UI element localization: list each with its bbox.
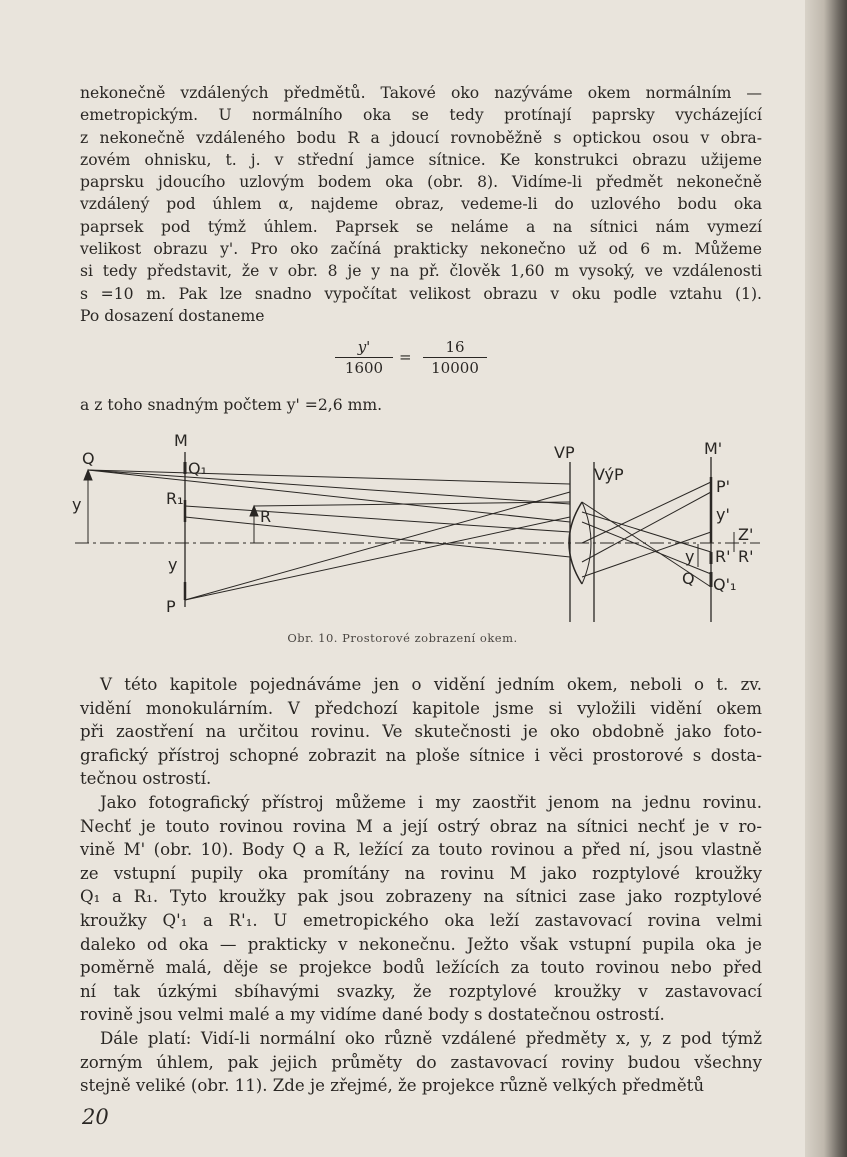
text-line: zovém ohnisku, t. j. v střední jamce sítnice. Ke konstrukci obrazu užijeme xyxy=(80,150,762,169)
body-text xyxy=(80,673,762,1098)
page-number: 20 xyxy=(82,1105,109,1129)
text-line: vině M' (obr. 10). Body Q a R, ležící za touto rovinou a před ní, jsou vlastně xyxy=(80,840,762,860)
text-line: paprsek pod týmž úhlem. Paprsek se neláme a na sítnici nám vymezí xyxy=(80,217,762,236)
equation xyxy=(335,338,495,382)
label-y-small: y xyxy=(685,547,695,566)
right-denominator: 10000 xyxy=(431,359,479,377)
ray xyxy=(185,506,570,532)
text-line: ze vstupní pupily oka promítány na rovinu M jako rozptylové kroužky xyxy=(80,863,762,883)
text-line: Dále platí: Vidí-li normální oko různě vzdálené předměty x, y, z pod týmž xyxy=(100,1028,762,1048)
label-q1-prime: Q'₁ xyxy=(713,575,737,594)
text-line: poměrně malá, děje se projekce bodů ležících za touto rovinou nebo před xyxy=(80,958,762,978)
label-p: P xyxy=(166,597,176,616)
label-r-prime: R' xyxy=(715,547,731,566)
ray xyxy=(185,517,570,557)
text-line: Nechť je touto rovinou rovina M a její ostrý obraz na sítnici nechť je v ro- xyxy=(80,816,762,836)
text-line: si tedy představit, že v obr. 8 je y na př. člověk 1,60 m vysoký, ve vzdálenosti xyxy=(80,262,762,281)
label-r: R xyxy=(260,507,272,526)
object-arrow xyxy=(84,470,92,480)
text-line: Jako fotografický přístroj můžeme i my zaostřit jenom na jednu rovinu. xyxy=(100,792,762,812)
page-binding-edge xyxy=(805,0,847,1157)
text-line: při zaostření na určitou rovinu. Ve skutečnosti je oko obdobně jako foto- xyxy=(80,722,762,742)
ray xyxy=(88,470,570,504)
right-numerator: 16 xyxy=(423,338,487,358)
text-line: vzdálený pod úhlem α, najdeme obraz, vedeme-li do uzlového bodu oka xyxy=(80,195,762,214)
text-line: ní tak úzkými sbíhavými svazky, že rozptylové kroužky v zastavovací xyxy=(80,981,762,1001)
label-q1: Q₁ xyxy=(188,459,208,478)
text-line: emetropickým. U normálního oka se tedy protínají paprsky vycházející xyxy=(80,106,762,125)
ray xyxy=(582,512,711,552)
ray xyxy=(185,517,570,600)
text-line: z nekonečně vzdáleného bodu R a jdoucí rovnoběžně s optickou osou v obra- xyxy=(80,128,762,147)
ray xyxy=(582,482,711,543)
text-line: tečnou ostrostí. xyxy=(80,769,212,789)
text-line: velikost obrazu y'. Pro oko začíná prakticky nekonečno už od 6 m. Můžeme xyxy=(80,240,762,259)
label-r-prime-right: R' xyxy=(738,547,754,566)
label-vp: VP xyxy=(554,443,575,462)
text-line: Q₁ a R₁. Tyto kroužky pak jsou zobrazeny na sítnici zase jako rozptylové xyxy=(80,887,762,907)
text-line: stejně veliké (obr. 11). Zde je zřejmé, že projekce různě velkých předmětů xyxy=(80,1076,705,1096)
top-paragraph xyxy=(80,82,762,327)
label-z-prime: Z' xyxy=(738,525,754,544)
label-vyp: VýP xyxy=(594,465,624,484)
ray xyxy=(88,470,570,484)
text-line: rovině jsou velmi malé a my vidíme dané body s dostatečnou ostrostí. xyxy=(80,1005,665,1025)
figure-caption: Obr. 10. Prostorové zobrazení okem. xyxy=(287,631,518,645)
text-line: zorným úhlem, pak jejich průměty do zastavovací roviny budou všechny xyxy=(80,1052,762,1072)
text-line: grafický přístroj schopné zobrazit na ploše sítnice i věci prostorové s dosta- xyxy=(80,745,762,765)
result-line: a z toho snadným počtem y' =2,6 mm. xyxy=(80,396,383,414)
left-fraction xyxy=(335,338,393,377)
text-line: s =10 m. Pak lze snadno vypočítat velikost obrazu v oku podle vztahu (1). xyxy=(80,284,762,303)
text-line: paprsku jdoucího uzlovým bodem oka (obr. 8). Vidíme-li předmět nekonečně xyxy=(80,173,762,192)
optics-figure xyxy=(70,422,770,632)
text-line: nekonečně vzdálených předmětů. Takové oko nazýváme okem normálním — xyxy=(80,84,762,102)
label-m: M xyxy=(174,431,188,450)
left-numerator: y' xyxy=(335,338,393,358)
right-fraction xyxy=(423,338,487,377)
label-y-left: y xyxy=(72,495,82,514)
text-line: V této kapitole pojednáváme jen o vidění jedním okem, neboli o t. zv. xyxy=(100,675,762,694)
label-y-prime: y' xyxy=(716,505,730,524)
label-q: Q xyxy=(82,449,95,468)
ray xyxy=(185,492,570,600)
text-line: vidění monokulárním. V předchozí kapitole jsme si vyložili vidění okem xyxy=(80,698,762,718)
left-denominator: 1600 xyxy=(344,359,384,377)
label-p-prime: P' xyxy=(716,477,731,496)
text-line: kroužky Q'₁ a R'₁. U emetropického oka leží zastavovací rovina velmi xyxy=(80,910,762,930)
text-line: Po dosazení dostaneme xyxy=(80,306,265,325)
label-y-bottom: y xyxy=(168,555,178,574)
label-r1: R₁ xyxy=(166,489,184,508)
label-q-right: Q xyxy=(682,569,695,588)
equals-sign: = xyxy=(399,348,412,366)
text-line: daleko od oka — prakticky v nekonečnu. Ježto však vstupní pupila oka je xyxy=(80,934,762,954)
label-m-prime: M' xyxy=(704,439,723,458)
ray xyxy=(88,470,570,522)
